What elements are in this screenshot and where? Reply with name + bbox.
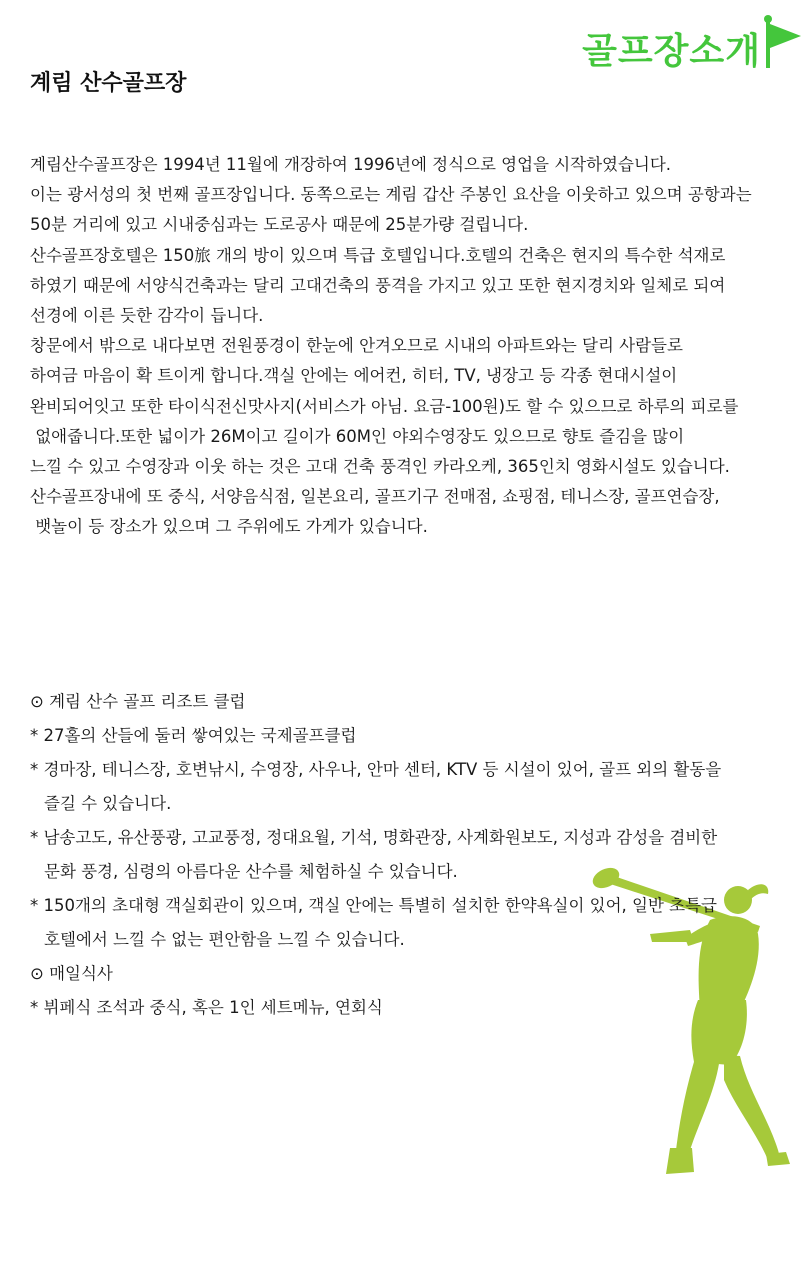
golf-flag-icon (763, 14, 803, 70)
list-item: ⊙ 매일식사 (30, 964, 113, 983)
list-item: 호텔에서 느낄 수 없는 편안함을 느낄 수 있습니다. (44, 930, 405, 949)
list-item: * 뷔페식 조석과 중식, 혹은 1인 세트메뉴, 연회식 (30, 998, 383, 1017)
list-item: * 경마장, 테니스장, 호변낚시, 수영장, 사우나, 안마 센터, KTV 등 시설이 있어, 골프 외의 활동을 (30, 760, 722, 779)
paragraph-line: 하였기 때문에 서양식건축과는 달리 고대건축의 풍격을 가지고 있고 또한 현지경치와 일체로 되여 (30, 275, 726, 295)
paragraph-line: 하여금 마음이 확 트이게 합니다.객실 안에는 에어컨, 히터, TV, 냉장고 등 각종 현대시설이 (30, 366, 678, 386)
paragraph-line: 느낄 수 있고 수영장과 이웃 하는 것은 고대 건축 풍격인 카라오케, 365인치 영화시설도 있습니다. (30, 457, 730, 477)
list-item: 즐길 수 있습니다. (44, 794, 172, 813)
list-item: ⊙ 계림 산수 골프 리조트 클럽 (30, 692, 246, 711)
list-item: * 150개의 초대형 객실회관이 있으며, 객실 안에는 특별히 설치한 한약욕실이 있어, 일반 초특급 (30, 896, 717, 915)
feature-list (30, 685, 800, 1025)
paragraph-line: 창문에서 밖으로 내다보면 전원풍경이 한눈에 안겨오므로 시내의 아파트와는 달리 사람들로 (30, 336, 683, 356)
list-item: 문화 풍경, 심령의 아름다운 산수를 체험하실 수 있습니다. (44, 862, 458, 881)
paragraph-line: 산수골프장호텔은 150旅 개의 방이 있으며 특급 호텔입니다.호텔의 건축은 현지의 특수한 석재로 (30, 245, 726, 265)
list-item: * 27홀의 산들에 둘러 쌓여있는 국제골프클럽 (30, 726, 357, 745)
list-item: * 남송고도, 유산풍광, 고교풍정, 정대요월, 기석, 명화관장, 사계화원보도, 지성과 감성을 겸비한 (30, 828, 718, 847)
paragraph-line: 선경에 이른 듯한 감각이 듭니다. (30, 306, 264, 326)
logo-text: 골프장소개 (582, 31, 761, 72)
paragraph-line: 50분 거리에 있고 시내중심과는 도로공사 때문에 25분가량 걸립니다. (30, 215, 529, 235)
page-title: 계림 산수골프장 (30, 71, 187, 96)
paragraph-line: 이는 광서성의 첫 번째 골프장입니다. 동쪽으로는 계림 갑산 주봉인 요산을 이웃하고 있으며 공항과는 (30, 185, 752, 205)
paragraph-line: 뱃놀이 등 장소가 있으며 그 주위에도 가게가 있습니다. (30, 517, 428, 537)
site-logo[interactable] (582, 14, 803, 70)
description-paragraph (30, 150, 800, 543)
paragraph-line: 계림산수골프장은 1994년 11월에 개장하여 1996년에 정식으로 영업을 시작하였습니다. (30, 155, 672, 174)
paragraph-line: 산수골프장내에 또 중식, 서양음식점, 일본요리, 골프기구 전매점, 쇼핑점, 테니스장, 골프연습장, (30, 487, 720, 507)
paragraph-line: 완비되어잇고 또한 타이식전신맛사지(서비스가 아님. 요금-100원)도 할 수 있으므로 하루의 피로를 (30, 396, 739, 416)
paragraph-line: 없애줍니다.또한 넓이가 26M이고 길이가 60M인 야외수영장도 있으므로 향토 즐김을 많이 (30, 426, 685, 446)
